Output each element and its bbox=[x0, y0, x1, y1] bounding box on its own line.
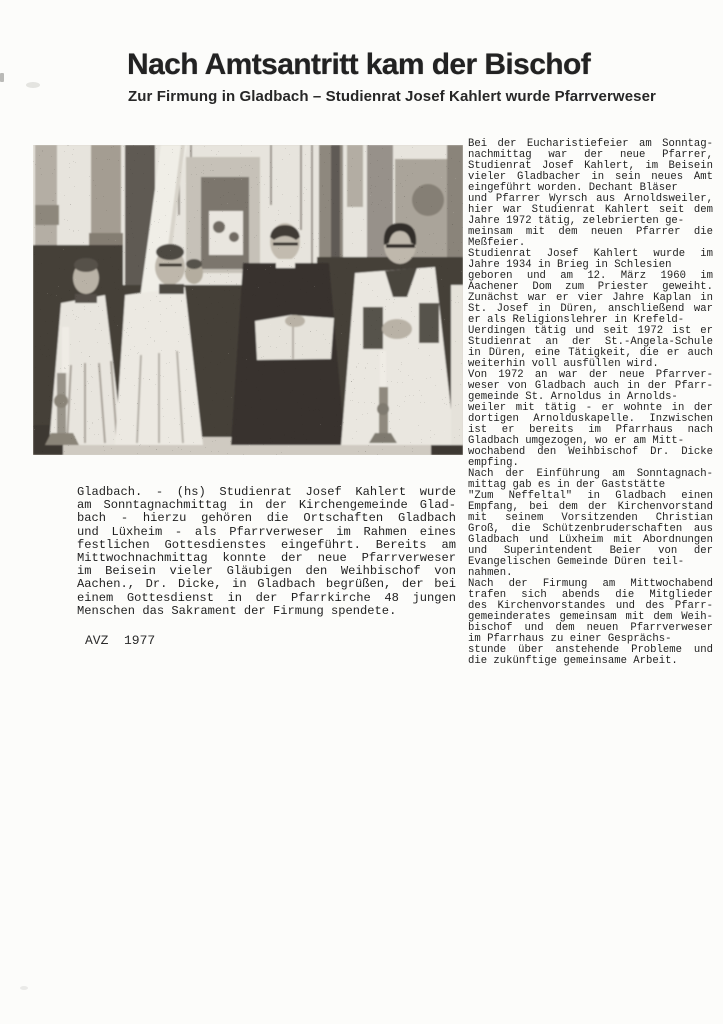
text-line: Jahre 1934 in Brieg in Schlesien bbox=[468, 259, 672, 271]
text-line: bischof und dem neuen Pfarrverweser bbox=[468, 622, 713, 634]
text-line: Nach der Einführung am Sonntagnach- bbox=[468, 468, 713, 480]
text-line: Jahre 1972 tätig, zelebrierten ge- bbox=[468, 215, 685, 227]
body-text-column bbox=[468, 139, 713, 667]
text-line: gemeinde St. Arnoldus in Arnolds- bbox=[468, 391, 678, 403]
text-line: Studienrat Josef Kahlert, im Beisein bbox=[468, 160, 713, 172]
text-line: wochabend den Weihbischof Dr. Dicke bbox=[468, 446, 713, 458]
source-credit: AVZ 1977 bbox=[85, 633, 156, 648]
text-line: am Sonntagnachmittag in der Kirchengemeinde Glad- bbox=[77, 498, 456, 513]
text-line: Bei der Eucharistiefeier am Sonntag- bbox=[468, 138, 713, 150]
text-line: nahmen. bbox=[468, 567, 513, 579]
text-line: er als Religionslehrer in Krefeld- bbox=[468, 314, 685, 326]
text-line: weiler mit tätig - er wohnte in der bbox=[468, 402, 713, 414]
text-line: festlichen Gottesdienstes eingeführt. Bereits am bbox=[77, 537, 456, 552]
text-line: und Pfarrer Wyrsch aus Arnoldsweiler, bbox=[468, 193, 713, 205]
text-line: "Zum Neffeltal" in Gladbach einen bbox=[468, 490, 713, 502]
text-line: Groß, die Schützenbruderschaften aus bbox=[468, 523, 713, 535]
text-line: St. Josef in Düren, anschließend war bbox=[468, 303, 713, 315]
text-line: dortigen Arnolduskapelle. Inzwischen bbox=[468, 413, 713, 425]
text-line: nachmittag war der neue Pfarrer, bbox=[468, 149, 713, 161]
text-line: Mittwochnachmittag konnte der neue Pfarrverweser bbox=[77, 551, 456, 566]
text-line: vieler Gladbacher in sein neues Amt bbox=[468, 171, 713, 183]
text-line: bach - hierzu gehören die Ortschaften Gladbach bbox=[77, 511, 456, 526]
text-line: Gladbach und Lüxheim mit Abordnungen bbox=[468, 534, 713, 546]
scan-artifact bbox=[20, 986, 28, 990]
text-line: weiterhin voll ausfüllen wird. bbox=[468, 358, 659, 370]
text-line: Zunächst war er vier Jahre Kaplan in bbox=[468, 292, 713, 304]
text-line: Gladbach umgezogen, wo er am Mitt- bbox=[468, 435, 685, 447]
text-line: empfing. bbox=[468, 457, 519, 469]
text-line: trafen sich abends die Mitglieder bbox=[468, 589, 713, 601]
text-line: Meßfeier. bbox=[468, 237, 526, 249]
text-line: Empfang, bei dem der Kirchenvorstand bbox=[468, 501, 713, 513]
text-line: und Lüxheim - als Pfarrverweser im Rahmen eines bbox=[77, 524, 456, 539]
text-line: Evangelischen Gemeinde Düren teil- bbox=[468, 556, 685, 568]
text-line: mittag gab es in der Gaststätte bbox=[468, 479, 666, 491]
lead-paragraph-column bbox=[77, 486, 456, 618]
text-line: Aachener Dom zum Priester geweiht. bbox=[468, 281, 713, 293]
text-line: gemeinderates gemeinsam mit dem Weih- bbox=[468, 611, 713, 623]
text-line: im Beisein vieler Gläubigen den Weihbischof von bbox=[77, 564, 456, 579]
text-line: und Superintendent Beier von der bbox=[468, 545, 713, 557]
text-line: Von 1972 an war der neue Pfarrver- bbox=[468, 369, 713, 381]
text-line: mit seinem Vorsitzenden Christian bbox=[468, 512, 713, 524]
text-line: des Kirchenvorstandes und des Pfarr- bbox=[468, 600, 713, 612]
text-line: hier war Studienrat Kahlert seit dem bbox=[468, 204, 713, 216]
text-line: im Pfarrhaus zu einer Gesprächs- bbox=[468, 633, 672, 645]
headline: Nach Amtsantritt kam der Bischof bbox=[127, 48, 591, 81]
text-line: stunde über anstehende Probleme und bbox=[468, 644, 713, 656]
text-line: meinsam mit dem neuen Pfarrer die bbox=[468, 226, 713, 238]
text-line: Nach der Firmung am Mittwochabend bbox=[468, 578, 713, 590]
scan-artifact bbox=[0, 73, 4, 82]
text-line: Studienrat Josef Kahlert wurde im bbox=[468, 248, 713, 260]
text-line: die zukünftige gemeinsame Arbeit. bbox=[468, 655, 678, 667]
text-line: eingeführt worden. Dechant Bläser bbox=[468, 182, 678, 194]
text-line: weser von Gladbach auch in der Pfarr- bbox=[468, 380, 713, 392]
article-photo bbox=[33, 145, 463, 455]
text-line: ist er bereits im Pfarrhaus nach bbox=[468, 424, 713, 436]
text-line: Menschen das Sakrament der Firmung spendete. bbox=[77, 603, 397, 618]
church-ceremony-photo-graphic bbox=[33, 145, 463, 455]
text-line: Gladbach. - (hs) Studienrat Josef Kahlert wurde bbox=[77, 485, 456, 499]
text-line: geboren und am 12. März 1960 im bbox=[468, 270, 713, 282]
scan-artifact bbox=[26, 82, 40, 88]
text-line: Studienrat an der St.-Angela-Schule bbox=[468, 336, 713, 348]
text-line: Aachen., Dr. Dicke, in Gladbach begrüßen, der bei bbox=[77, 577, 456, 592]
text-line: in Düren, eine Tätigkeit, die er auch bbox=[468, 347, 713, 359]
text-line: Uerdingen tätig und seit 1972 ist er bbox=[468, 325, 713, 337]
text-line: einem Gottesdienst in der Pfarrkirche 48 jungen bbox=[77, 590, 456, 605]
subheadline: Zur Firmung in Gladbach – Studienrat Josef Kahlert wurde Pfarrverweser bbox=[128, 88, 656, 105]
